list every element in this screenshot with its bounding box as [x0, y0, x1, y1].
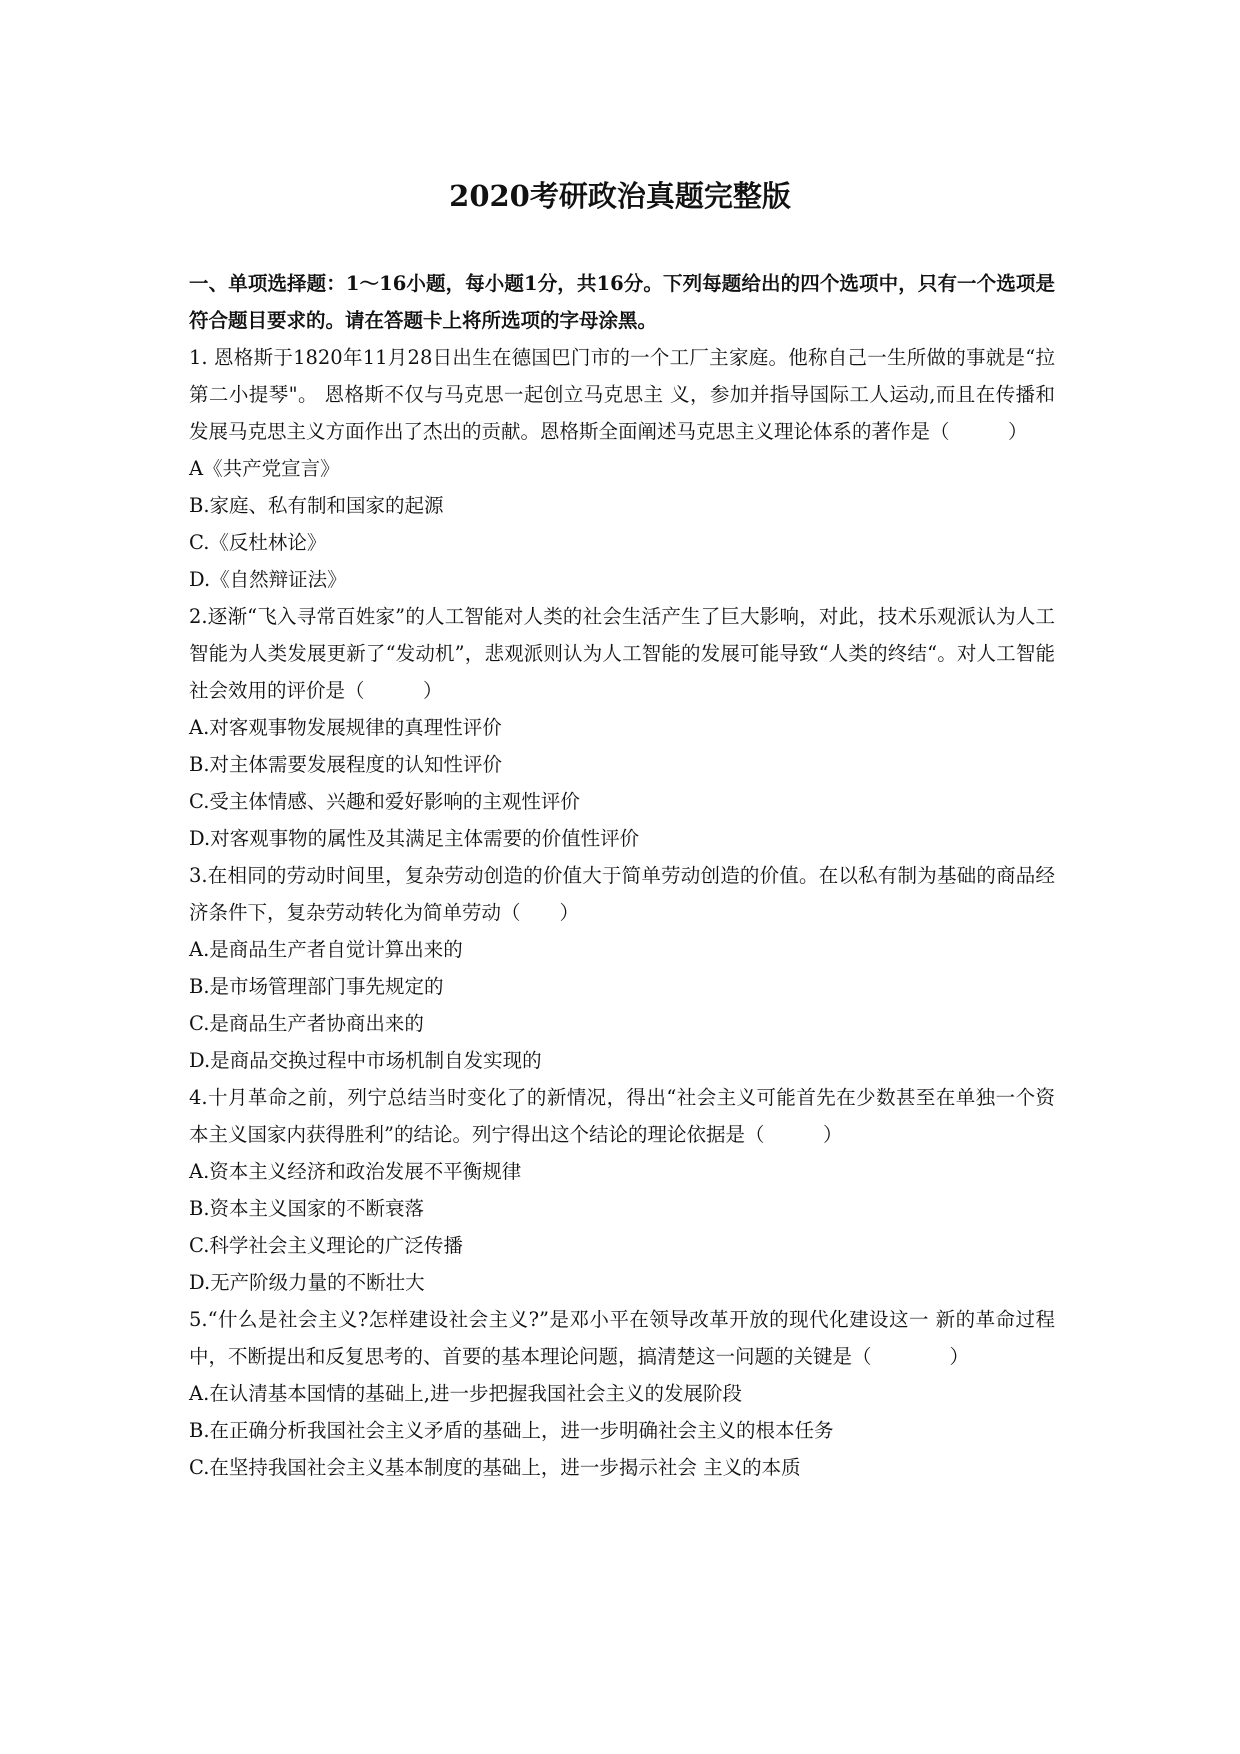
question-2 — [189, 598, 1055, 857]
option-a: A.在认清基本国情的基础上,进一步把握我国社会主义的发展阶段 — [189, 1382, 742, 1405]
question-stem: 1. 恩格斯于1820年11月28日出生在德国巴门市的一个工厂主家庭。他称自己一生所做的事就是“拉第二小提琴"。 恩格斯不仅与马克思一起创立马克思主 义，参加并指导国际工人运动,而且在传播和发展马克思主义方面作出了杰出的贡献。恩格斯全面阐述马克思主义理论体系的著作是（ ） — [189, 346, 1055, 443]
option-a: A.资本主义经济和政治发展不平衡规律 — [189, 1160, 522, 1183]
question-3 — [189, 857, 1055, 1079]
option-b: B.家庭、私有制和国家的起源 — [189, 494, 444, 517]
option-d: D.无产阶级力量的不断壮大 — [189, 1271, 425, 1294]
question-stem: 2.逐渐“飞入寻常百姓家”的人工智能对人类的社会生活产生了巨大影响，对此，技术乐观派认为人工智能为人类发展更新了“发动机”，悲观派则认为人工智能的发展可能导致“人类的终结“。对人工智能社会效用的评价是（ ） — [189, 605, 1055, 702]
document-body — [189, 265, 1055, 1486]
question-stem: 3.在相同的劳动时间里，复杂劳动创造的价值大于简单劳动创造的价值。在以私有制为基础的商品经济条件下，复杂劳动转化为简单劳动（ ） — [189, 864, 1055, 924]
option-c: C.《反杜林论》 — [189, 531, 327, 554]
question-stem: 5.“什么是社会主义?怎样建设社会主义?”是邓小平在领导改革开放的现代化建设这一 新的革命过程中，不断提出和反复思考的、首要的基本理论问题，搞清楚这一问题的关键是（ ） — [189, 1308, 1055, 1368]
option-a: A.是商品生产者自觉计算出来的 — [189, 938, 463, 961]
option-c: C.科学社会主义理论的广泛传播 — [189, 1234, 463, 1257]
option-d: D.是商品交换过程中市场机制自发实现的 — [189, 1049, 542, 1072]
question-stem: 4.十月革命之前，列宁总结当时变化了的新情况，得出“社会主义可能首先在少数甚至在单独一个资本主义国家内获得胜利”的结论。列宁得出这个结论的理论依据是（ ） — [189, 1086, 1055, 1146]
question-1 — [189, 339, 1055, 598]
option-a: A《共产党宣言》 — [189, 457, 340, 480]
option-a: A.对客观事物发展规律的真理性评价 — [189, 716, 502, 739]
option-b: B.对主体需要发展程度的认知性评价 — [189, 753, 503, 776]
option-b: B.是市场管理部门事先规定的 — [189, 975, 444, 998]
option-d: D.对客观事物的属性及其满足主体需要的价值性评价 — [189, 827, 640, 850]
option-c: C.在坚持我国社会主义基本制度的基础上，进一步揭示社会 主义的本质 — [189, 1456, 801, 1479]
option-c: C.受主体情感、兴趣和爱好影响的主观性评价 — [189, 790, 580, 813]
document-title: 2020考研政治真题完整版 — [449, 179, 791, 213]
option-b: B.资本主义国家的不断衰落 — [189, 1197, 425, 1220]
question-4 — [189, 1079, 1055, 1301]
option-d: D.《自然辩证法》 — [189, 568, 347, 591]
option-c: C.是商品生产者协商出来的 — [189, 1012, 424, 1035]
option-b: B.在正确分析我国社会主义矛盾的基础上，进一步明确社会主义的根本任务 — [189, 1419, 834, 1442]
section-header: 一、单项选择题：1～16小题，每小题1分，共16分。下列每题给出的四个选项中，只有一个选项是符合题目要求的。请在答题卡上将所选项的字母涂黑。 — [189, 272, 1055, 332]
question-5 — [189, 1301, 1055, 1486]
